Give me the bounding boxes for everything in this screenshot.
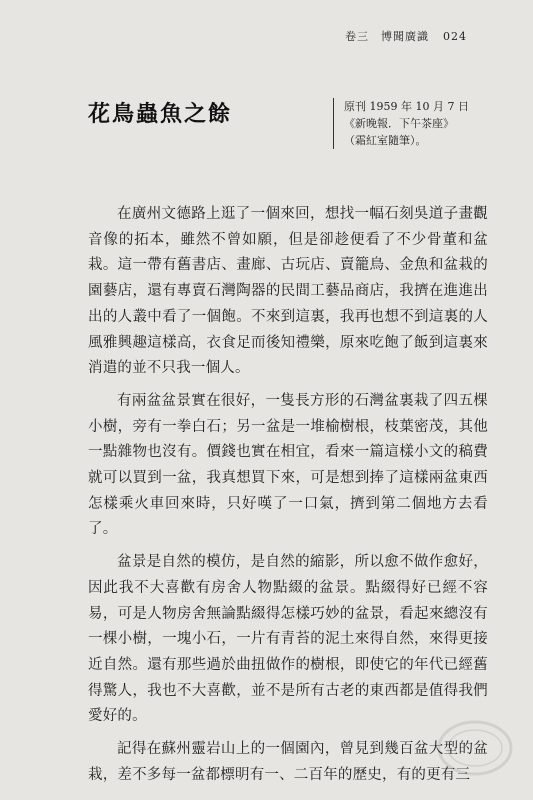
- publication-date: 原刊 1959 年 10 月 7 日: [344, 100, 469, 113]
- running-header: [345, 28, 467, 44]
- paragraph: 在廣州文德路上逛了一個來回，想找一幅石刻吳道子畫觀音像的拓本，雖然不曾如願，但是卻趁便看了不少骨董和盆栽。這一帶有舊書店、畫廊、古玩店、賣籠鳥、金魚和盆栽的園藝店，還有專賣石灣陶器的民間工藝品商店，我擠在進進出出的人叢中看了一個飽。不來到這裏，我再也想不到這裏的人風雅興趣這樣高，衣食足而後知禮樂，原來吃飽了飯到這裏來消遣的並不只我一個人。: [88, 206, 488, 377]
- article-title: 花鳥蟲魚之餘: [88, 101, 233, 127]
- store-stamp-icon: [435, 716, 515, 780]
- paragraph: 有兩盆盆景實在很好，一隻長方形的石灣盆裏栽了四五棵小樹，旁有一拳白石；另一盆是一堆榆樹根，枝葉密茂，其他一點雜物也沒有。價錢也實在相宜，看來一篇這樣小文的稿費就可以買到一盆，我真想買下來，可是想到捧了這樣兩盆東西怎樣乘火車回來時，只好嘆了一口氣，擠到第二個地方去看了。: [88, 392, 488, 538]
- page-number: 024: [443, 30, 467, 43]
- article-body: [88, 202, 488, 795]
- publication-series: （霜紅室隨筆）。: [344, 134, 427, 147]
- chapter-title: 卷三 博聞廣識: [345, 30, 429, 43]
- publication-note: [333, 98, 504, 149]
- paragraph: 記得在蘇州靈岩山上的一個園內，曾見到幾百盆大型的盆栽，差不多每一盆都標明有一、二百年的歷史，有的更有三: [88, 741, 488, 783]
- publication-column: 《新晚報．下午茶座》: [344, 117, 454, 130]
- paragraph: 盆景是自然的模仿，是自然的縮影，所以愈不做作愈好，因此我不大喜歡有房舍人物點綴的盆景。點綴得好已經不容易，可是人物房舍無論點綴得怎樣巧妙的盆景，看起來總沒有一棵小樹，一塊小石，一片有青苔的泥土來得自然，來得更接近自然。還有那些過於曲扭做作的樹根，即使它的年代已經舊得驚人，我也不大喜歡，並不是所有古老的東西都是值得我們愛好的。: [88, 554, 488, 725]
